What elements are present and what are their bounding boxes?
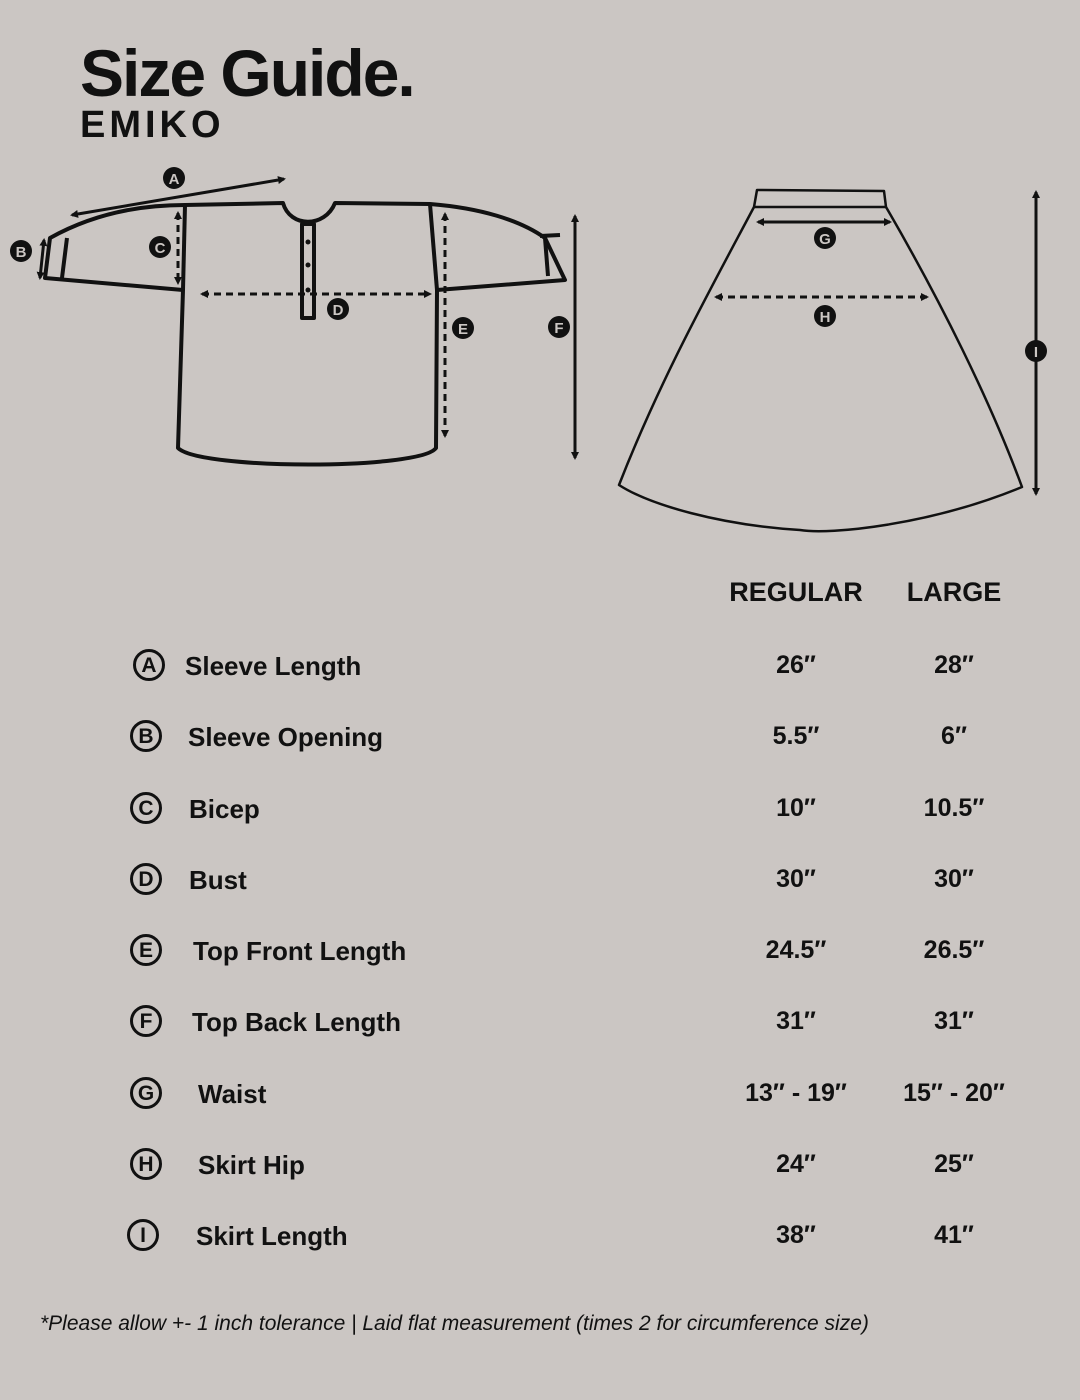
page-title: Size Guide. — [80, 36, 414, 110]
column-header-large: LARGE — [906, 577, 1002, 607]
diagram-label-f — [548, 316, 570, 338]
svg-text:D: D — [332, 302, 344, 319]
large-value: 15″ - 20″ — [903, 1079, 1005, 1107]
svg-text:G: G — [819, 231, 831, 248]
regular-value: 5.5″ — [772, 722, 820, 750]
table-row — [0, 645, 1080, 685]
brand-name: EMIKO — [80, 104, 225, 146]
large-value: 41″ — [934, 1221, 974, 1249]
row-badge: F — [130, 1005, 162, 1037]
large-value: 6″ — [941, 722, 967, 750]
row-label: Top Back Length — [192, 1007, 401, 1037]
diagram-label-i — [1025, 340, 1047, 362]
row-label: Waist — [198, 1079, 267, 1109]
measure-arrows-skirt — [716, 192, 1039, 494]
regular-value: 24″ — [776, 1150, 816, 1178]
large-value: 30″ — [934, 865, 974, 893]
top-garment-outline — [45, 203, 565, 465]
regular-value: 26″ — [776, 651, 816, 679]
row-badge: B — [130, 720, 162, 752]
large-value: 28″ — [934, 651, 974, 679]
diagram-label-g — [814, 227, 836, 249]
garment-diagram — [0, 150, 1080, 550]
diagram-label-h — [814, 305, 836, 327]
regular-value: 30″ — [776, 865, 816, 893]
large-value: 31″ — [934, 1007, 974, 1035]
svg-text:E: E — [457, 321, 469, 338]
table-row — [0, 930, 1080, 970]
diagram-label-e — [452, 317, 474, 339]
table-row — [0, 1001, 1080, 1041]
regular-value: 38″ — [776, 1221, 816, 1249]
svg-text:C: C — [154, 240, 166, 257]
table-row — [0, 1215, 1080, 1255]
row-badge: G — [130, 1077, 162, 1109]
row-badge: H — [130, 1148, 162, 1180]
row-label: Top Front Length — [193, 936, 407, 966]
svg-text:F: F — [554, 320, 564, 337]
row-label: Skirt Length — [196, 1221, 348, 1251]
svg-text:A: A — [168, 171, 180, 188]
svg-text:B: B — [15, 244, 27, 261]
row-label: Skirt Hip — [198, 1150, 305, 1180]
tolerance-note: *Please allow +- 1 inch tolerance | Laid flat measurement (times 2 for circumference size) — [40, 1312, 869, 1335]
row-badge: A — [133, 649, 165, 681]
table-row — [0, 859, 1080, 899]
row-badge: I — [127, 1219, 159, 1251]
row-badge: E — [130, 934, 162, 966]
regular-value: 13″ - 19″ — [745, 1079, 847, 1107]
regular-value: 10″ — [776, 794, 816, 822]
diagram-label-c — [149, 236, 171, 258]
placket-buttons — [306, 240, 311, 293]
row-badge: D — [130, 863, 162, 895]
table-row — [0, 1144, 1080, 1184]
table-row — [0, 1073, 1080, 1113]
table-row — [0, 716, 1080, 756]
diagram-label-a — [163, 167, 185, 189]
diagram-label-b — [10, 240, 32, 262]
large-value: 25″ — [934, 1150, 974, 1178]
row-label: Bicep — [189, 794, 260, 824]
column-header-regular: REGULAR — [729, 577, 863, 607]
table-row — [0, 788, 1080, 828]
large-value: 26.5″ — [923, 936, 985, 964]
regular-value: 31″ — [776, 1007, 816, 1035]
row-label: Sleeve Opening — [188, 722, 384, 752]
row-label: Bust — [189, 865, 247, 895]
svg-text:H: H — [819, 309, 831, 326]
row-label: Sleeve Length — [185, 651, 362, 681]
svg-text:I: I — [1033, 344, 1039, 361]
large-value: 10.5″ — [923, 794, 985, 822]
regular-value: 24.5″ — [765, 936, 827, 964]
row-badge: C — [130, 792, 162, 824]
diagram-label-d — [327, 298, 349, 320]
diagram-labels — [10, 167, 1047, 362]
